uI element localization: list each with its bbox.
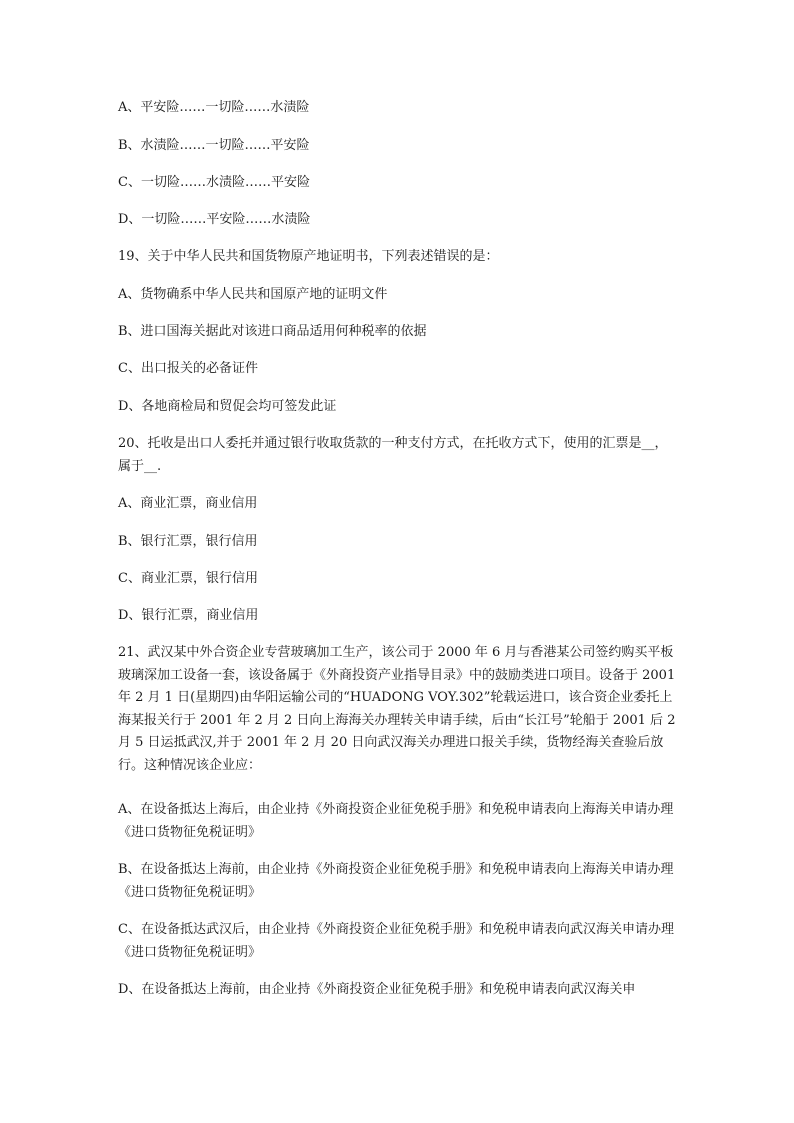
question-21: 21、武汉某中外合资企业专营玻璃加工生产，该公司于 2000 年 6 月与香港某公司签约购买平板玻璃深加工设备一套，该设备属于《外商投资产业指导目录》中的鼓励类进口项目。设备于 2001 年 2 月 1 日(星期四)由华阳运输公司的“HUADONG VOY.302”轮载运进口，该合资企业委托上海某报关行于 2001 年 2 月 2 日向上海海关办理转关申请手续，后由“长江号”轮船于 2001 后 2 月 5 日运抵武汉,并于 2001 年 2 月 20 日向武汉海关办理进口报关手续，货物经海关查验后放行。这种情况该企业应： bbox=[118, 645, 676, 773]
option-d: D、在设备抵达上海前，由企业持《外商投资企业征免税手册》和免税申请表向武汉海关申 bbox=[118, 982, 636, 997]
option-d: D、各地商检局和贸促会均可签发此证 bbox=[118, 399, 337, 414]
option-b: B、在设备抵达上海前，由企业持《外商投资企业征免税手册》和免税申请表向上海海关申请办理《进口货物征免税证明》 bbox=[118, 862, 674, 900]
option-c: C、商业汇票，银行信用 bbox=[118, 571, 258, 586]
option-a: A、货物确系中华人民共和国原产地的证明文件 bbox=[118, 287, 388, 302]
option-b: B、水渍险……一切险……平安险 bbox=[118, 138, 310, 153]
option-a: A、平安险……一切险……水渍险 bbox=[118, 100, 310, 115]
option-b: B、进口国海关据此对该进口商品适用何种税率的依据 bbox=[118, 324, 427, 339]
option-b: B、银行汇票，银行信用 bbox=[118, 534, 258, 549]
option-d: D、银行汇票，商业信用 bbox=[118, 608, 259, 623]
option-a: A、在设备抵达上海后，由企业持《外商投资企业征免税手册》和免税申请表向上海海关申请办理《进口货物征免税证明》 bbox=[118, 802, 674, 840]
question-20: 20、托收是出口人委托并通过银行收取货款的一种支付方式，在托收方式下，使用的汇票是__，属于__. bbox=[118, 436, 668, 474]
option-c: C、在设备抵达武汉后，由企业持《外商投资企业征免税手册》和免税申请表向武汉海关申请办理《进口货物征免税证明》 bbox=[118, 922, 674, 960]
option-d: D、一切险……平安险……水渍险 bbox=[118, 212, 311, 227]
option-c: C、出口报关的必备证件 bbox=[118, 361, 258, 376]
question-19: 19、关于中华人民共和国货物原产地证明书，下列表述错误的是： bbox=[118, 249, 499, 264]
option-a: A、商业汇票，商业信用 bbox=[118, 496, 258, 511]
option-c: C、一切险……水渍险……平安险 bbox=[118, 175, 310, 190]
